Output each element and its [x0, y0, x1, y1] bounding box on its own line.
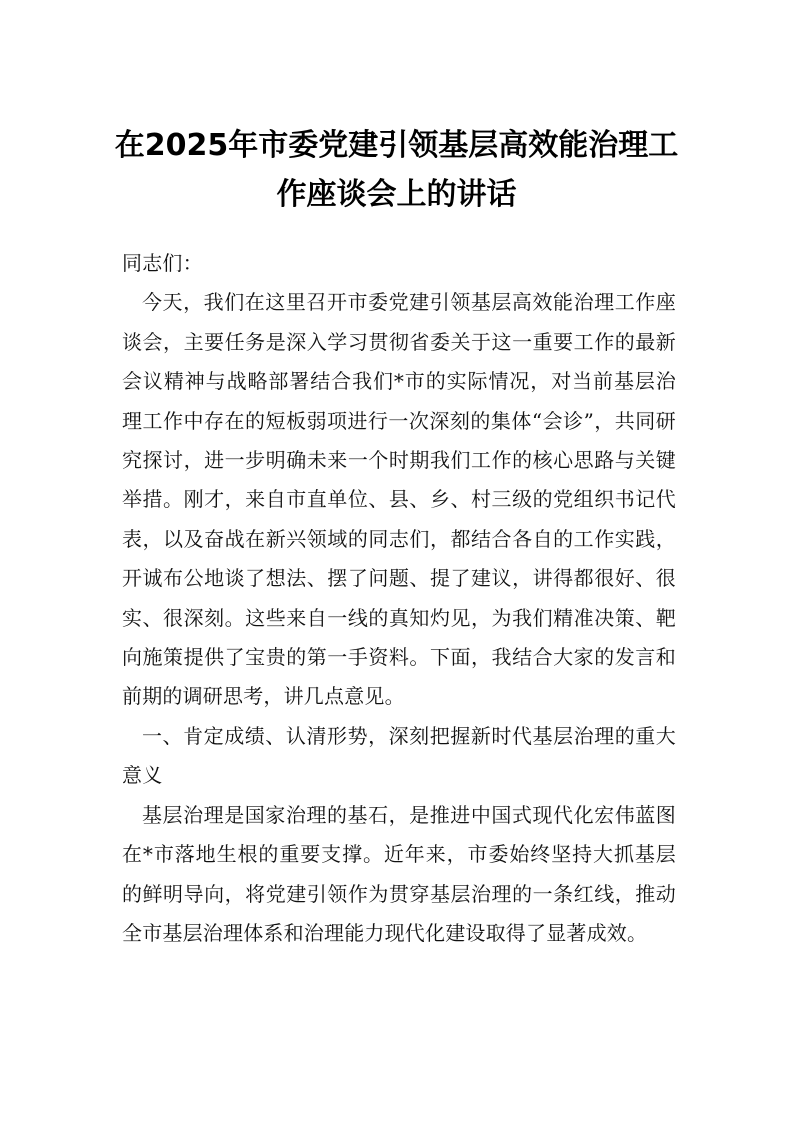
document-title-line-1: 在2025年市委党建引领基层高效能治理工 [114, 128, 679, 163]
document-body [122, 244, 676, 953]
paragraph-opening: 今天，我们在这里召开市委党建引领基层高效能治理工作座谈会，主要任务是深入学习贯彻省委关于这一重要工作的最新会议精神与战略部署结合我们*市的实际情况，对当前基层治理工作中存在的短板弱项进行一次深刻的集体“会诊”，共同研究探讨，进一步明确未来一个时期我们工作的核心思路与关键举措。刚才，来自市直单位、县、乡、村三级的党组织书记代表，以及奋战在新兴领域的同志们，都结合各自的工作实践，开诚布公地谈了想法、摆了问题、提了建议，讲得都很好、很实、很深刻。这些来自一线的真知灼见，为我们精准决策、靶向施策提供了宝贵的第一手资料。下面，我结合大家的发言和前期的调研思考，讲几点意见。 [122, 290, 676, 709]
document-title-line-2: 作座谈会上的讲话 [276, 177, 517, 212]
section-heading-1: 一、肯定成绩、认清形势，深刻把握新时代基层治理的重大意义 [122, 723, 676, 788]
paragraph-section-1: 基层治理是国家治理的基石，是推进中国式现代化宏伟蓝图在*市落地生根的重要支撑。近年来，市委始终坚持大抓基层的鲜明导向，将党建引领作为贯穿基层治理的一条红线，推动全市基层治理体系和治理能力现代化建设取得了显著成效。 [122, 802, 676, 945]
salutation: 同志们： [122, 251, 203, 275]
